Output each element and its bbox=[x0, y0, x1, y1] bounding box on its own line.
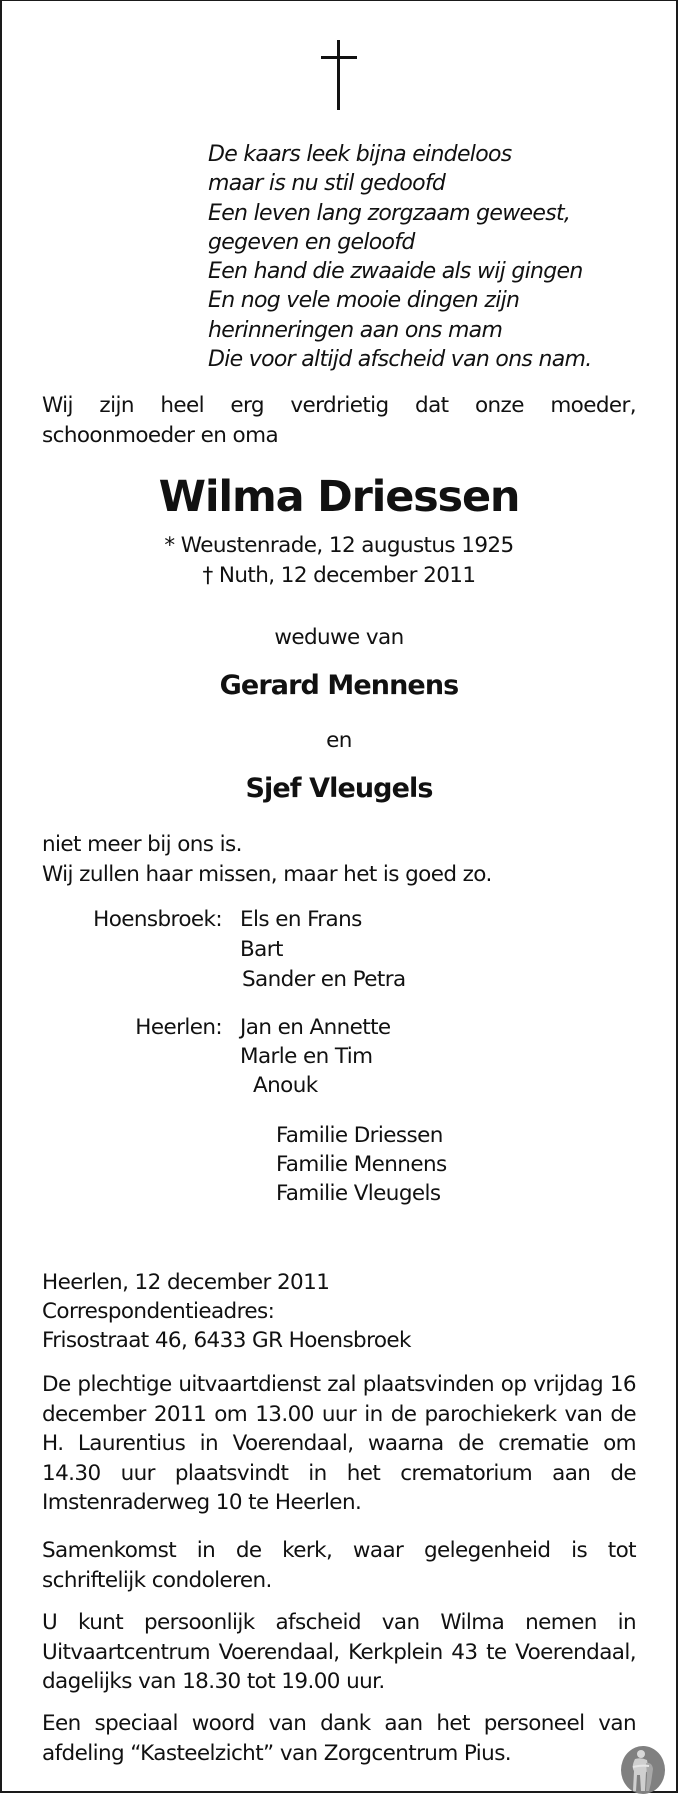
closing-line: Wij zullen haar missen, maar het is goed zo. bbox=[42, 862, 492, 887]
extended-family: Familie Driessen bbox=[276, 1123, 443, 1148]
spouse-1-name: Gerard Mennens bbox=[219, 670, 459, 701]
family-place-label: Heerlen: bbox=[135, 1015, 222, 1040]
deceased-name: Wilma Driessen bbox=[158, 472, 520, 522]
extended-family: Familie Mennens bbox=[276, 1152, 447, 1177]
death-info: † Nuth, 12 december 2011 bbox=[202, 563, 476, 588]
family-member: Sander en Petra bbox=[242, 967, 406, 992]
poem-line: Een hand die zwaaide als wij gingen bbox=[208, 259, 583, 285]
spouse-2-name: Sjef Vleugels bbox=[245, 773, 433, 804]
poem-line: Die voor altijd afscheid van ons nam. bbox=[208, 347, 592, 373]
family-member: Els en Frans bbox=[240, 907, 362, 932]
correspondence-address: Frisostraat 46, 6433 GR Hoensbroek bbox=[42, 1328, 411, 1353]
family-member: Anouk bbox=[253, 1073, 318, 1098]
family-member: Marle en Tim bbox=[240, 1044, 373, 1069]
poem-line: Een leven lang zorgzaam geweest, bbox=[208, 200, 571, 226]
poem-line: De kaars leek bijna eindeloos bbox=[208, 142, 512, 167]
publisher-logo-icon bbox=[619, 1745, 667, 1795]
place-date: Heerlen, 12 december 2011 bbox=[42, 1270, 330, 1295]
poem-line: gegeven en geloofd bbox=[208, 229, 415, 255]
cross-icon bbox=[321, 40, 357, 110]
gathering-paragraph: Samenkomst in de kerk, waar gelegenheid is tot schriftelijk condoleren. bbox=[42, 1538, 636, 1593]
birth-info: * Weustenrade, 12 augustus 1925 bbox=[164, 533, 514, 558]
closing-line: niet meer bij ons is. bbox=[42, 832, 242, 857]
farewell-paragraph: U kunt persoonlijk afscheid van Wilma nemen in Uitvaartcentrum Voerendaal, Kerkplein 43 te Voerendaal, dagelijks van 18.30 tot 19.00 uur. bbox=[42, 1610, 636, 1694]
family-member: Jan en Annette bbox=[240, 1015, 391, 1040]
poem bbox=[208, 140, 592, 374]
family-place-label: Hoensbroek: bbox=[93, 907, 222, 932]
correspondence-label: Correspondentieadres: bbox=[42, 1299, 275, 1324]
extended-family: Familie Vleugels bbox=[276, 1181, 441, 1206]
family-member: Bart bbox=[240, 937, 283, 962]
poem-line: En nog vele mooie dingen zijn bbox=[208, 288, 520, 314]
intro-text: Wij zijn heel erg verdrietig dat onze moeder, schoonmoeder en oma bbox=[42, 393, 636, 448]
and-label: en bbox=[326, 728, 352, 753]
funeral-service-paragraph: De plechtige uitvaartdienst zal plaatsvinden op vrijdag 16 december 2011 om 13.00 uur in de parochiekerk van de H. Laurentius in Voerendaal, waarna de crematie om 14.30 uur plaatsvindt in het crematorium aan de Imstenraderweg 10 te Heerlen. bbox=[42, 1372, 636, 1515]
widow-of-label: weduwe van bbox=[274, 625, 404, 650]
poem-line: maar is nu stil gedoofd bbox=[208, 171, 446, 197]
poem-line: herinneringen aan ons mam bbox=[208, 317, 503, 343]
thanks-paragraph: Een speciaal woord van dank aan het personeel van afdeling “Kasteelzicht” van Zorgcentrum Pius. bbox=[42, 1711, 636, 1766]
